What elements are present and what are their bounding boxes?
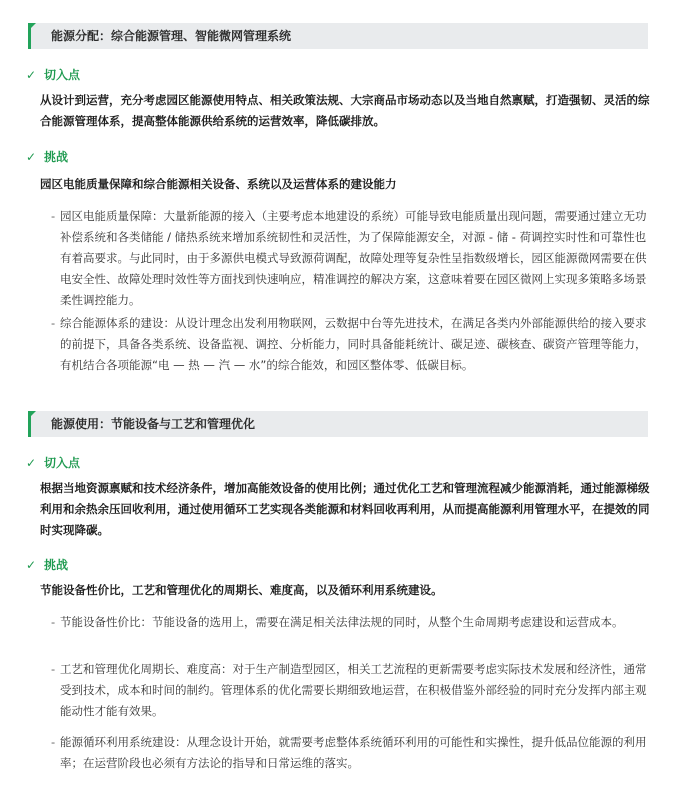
challenge-bullet bbox=[51, 732, 650, 774]
bullet-text: 节能设备性价比：节能设备的选用上，需要在满足相关法律法规的同时，从整个生命周期考虑建设和运营成本。 bbox=[60, 615, 624, 629]
challenge-bullet bbox=[51, 612, 650, 633]
challenge-bullet bbox=[51, 206, 650, 311]
check-icon: ✓ bbox=[26, 558, 37, 572]
check-icon: ✓ bbox=[26, 68, 37, 82]
entry-point-heading bbox=[26, 454, 80, 472]
section-title: 能源使用：节能设备与工艺和管理优化 bbox=[51, 417, 256, 431]
bullet-dash: - bbox=[51, 615, 56, 629]
entry-point-label: 切入点 bbox=[44, 68, 81, 82]
bullet-text: 综合能源体系的建设：从设计理念出发利用物联网，云数据中台等先进技术，在满足各类内外部能源供给的接入要求的前提下，具备各类系统、设备监视、调控、分析能力，同时具备能耗统计、碳足迹、碳核查、碳资产管理等能力，有机结合各项能源“电 — 热 — 汽 — 水”的综合能效，和园区整体零、低碳目标。 bbox=[60, 316, 647, 372]
challenge-label: 挑战 bbox=[44, 150, 69, 164]
section-title: 能源分配：综合能源管理、智能微网管理系统 bbox=[51, 29, 292, 43]
bullet-dash: - bbox=[51, 735, 56, 749]
entry-point-text: 从设计到运营，充分考虑园区能源使用特点、相关政策法规、大宗商品市场动态以及当地自然禀赋，打造强韧、灵活的综合能源管理体系，提高整体能源供给系统的运营效率，降低碳排放。 bbox=[40, 93, 650, 128]
entry-point-label: 切入点 bbox=[44, 456, 81, 470]
challenge-bullet bbox=[51, 313, 650, 376]
corner-accent bbox=[28, 411, 36, 419]
bullet-dash: - bbox=[51, 662, 56, 676]
challenge-heading bbox=[26, 148, 68, 166]
section-header bbox=[28, 23, 648, 49]
bullet-text: 能源循环利用系统建设：从理念设计开始，就需要考虑整体系统循环利用的可能性和实操性，提升低品位能源的利用率；在运营阶段也必须有方法论的指导和日常运维的落实。 bbox=[60, 735, 647, 770]
challenge-heading bbox=[26, 556, 68, 574]
bullet-dash: - bbox=[51, 316, 56, 330]
bullet-text: 园区电能质量保障：大量新能源的接入（主要考虑本地建设的系统）可能导致电能质量出现问题，需要通过建立无功补偿系统和各类储能 / 储热系统来增加系统韧性和灵活性，为了保障能源安全，对源 - 储 - 荷调控实时性和可靠性也有着高要求。与此同时，由于多源供电模式导致源荷调配，故障处理等复杂性呈指数级增长，园区能源微网需要在供电安全性、故障处理时效性等方面找到快速响应，精准调控的解决方案，这意味着要在园区微网上实现多策略多场景柔性调控能力。 bbox=[60, 209, 647, 307]
check-icon: ✓ bbox=[26, 456, 37, 470]
section-header bbox=[28, 411, 648, 437]
corner-accent bbox=[28, 23, 36, 31]
section-energy-distribution bbox=[28, 23, 648, 49]
challenge-bullet bbox=[51, 659, 650, 722]
entry-point-text: 根据当地资源禀赋和技术经济条件，增加高能效设备的使用比例；通过优化工艺和管理流程减少能源消耗，通过能源梯级利用和余热余压回收利用，通过使用循环工艺实现各类能源和材料回收再利用，从而提高能源利用管理水平，在提效的同时实现降碳。 bbox=[40, 481, 650, 537]
section-energy-usage bbox=[28, 411, 648, 437]
challenge-summary: 节能设备性价比，工艺和管理优化的周期长、难度高，以及循环利用系统建设。 bbox=[40, 583, 443, 597]
bullet-text: 工艺和管理优化周期长、难度高：对于生产制造型园区，相关工艺流程的更新需要考虑实际技术发展和经济性，通常受到技术，成本和时间的制约。管理体系的优化需要长期细致地运营，在积极借鉴外部经验的同时充分发挥内部主观能动性才能有效果。 bbox=[60, 662, 647, 718]
check-icon: ✓ bbox=[26, 150, 37, 164]
challenge-summary: 园区电能质量保障和综合能源相关设备、系统以及运营体系的建设能力 bbox=[40, 177, 397, 191]
bullet-dash: - bbox=[51, 209, 56, 223]
challenge-label: 挑战 bbox=[44, 558, 69, 572]
entry-point-heading bbox=[26, 66, 80, 84]
